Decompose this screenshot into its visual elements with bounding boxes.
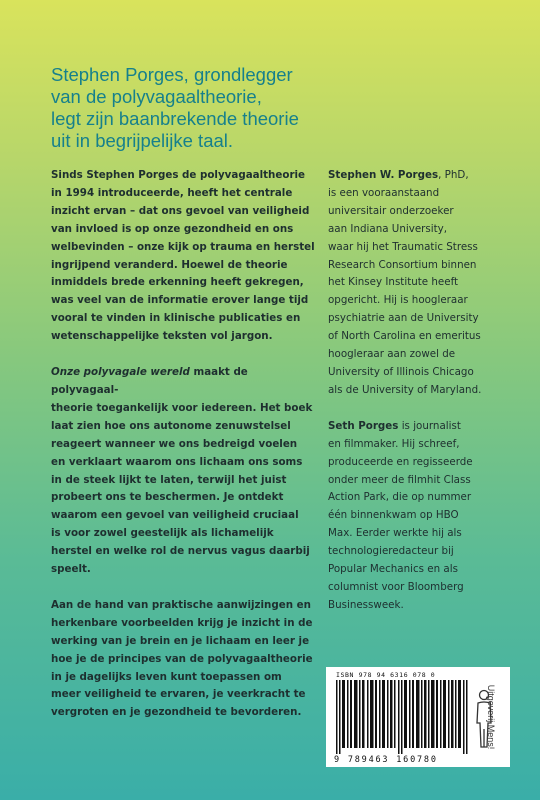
barcode-bars bbox=[336, 680, 470, 754]
blurb-paragraph-2-text: maakt de polyvagaal- theorie toegankelijk voor iedereen. Het boek laat zien hoe ons autonome zenuwstelsel reageert wanneer we ons bedreigd voelen en verklaart waarom ons lichaam ons soms in de steek lijkt te laten, terwijl het juist probeert ons te beschermen. Je ontdekt waarom een gevoel van veiligheid cruciaal is voor zowel geestelijk als lichamelijk herstel en welke rol de nervus vagus daarbij speelt. bbox=[51, 366, 313, 576]
isbn-digits: 9 789463 160780 bbox=[334, 755, 438, 765]
author-bio-seth bbox=[328, 418, 528, 615]
author-bio-seth-text: is journalist en filmmaker. Hij schreef, produceerde en regisseerde onder meer de filmhit Class Action Park, die op nummer één binnenkwam op HBO Max. Eerder werkte hij als technologieredacteur bij Popular Mechanics en als columnist voor Bloomberg Businessweek. bbox=[328, 419, 473, 611]
blurb-paragraph-2 bbox=[51, 364, 315, 579]
publisher-name: Uitgeverij Mens! bbox=[486, 684, 496, 750]
author-name-seth: Seth Porges bbox=[328, 419, 399, 432]
blurb-column bbox=[51, 167, 315, 740]
blurb-paragraph-3: Aan de hand van praktische aanwijzingen en herkenbare voorbeelden krijg je inzicht in de werking van je brein en je lichaam en leer je hoe je de principes van de polyvagaaltheorie in je dagelijks leven kunt toepassen om meer veiligheid te ervaren, je veerkracht te vergroten en je gezondheid te bevorderen. bbox=[51, 598, 313, 719]
isbn-label: ISBN 978 94 6316 078 0 bbox=[336, 671, 436, 679]
back-cover-tagline: Stephen Porges, grondlegger van de polyvagaaltheorie, legt zijn baanbrekende theorie uit in begrijpelijke taal. bbox=[51, 64, 299, 151]
barcode-panel bbox=[326, 667, 510, 767]
author-name-stephen: Stephen W. Porges bbox=[328, 169, 439, 181]
author-bio-stephen-text: is een vooraanstaand universitair onderzoeker aan Indiana University, waar hij het Traumatic Stress Research Consortium binnen het Kinsey Institute heeft opgericht. Hij is hoogleraar psychiatrie aan de University of North Carolina en emeritus hoogleraar aan zowel de University of Illinois Chicago als de University of Maryland. bbox=[328, 186, 482, 396]
blurb-paragraph-1: Sinds Stephen Porges de polyvagaaltheorie in 1994 introduceerde, heeft het centrale inzicht ervan – dat ons gevoel van veiligheid van invloed is op onze gezondheid en ons welbevinden – onze kijk op trauma en herstel ingrijpend veranderd. Hoewel de theorie inmiddels brede erkenning heeft gekregen, was veel van de informatie erover lange tijd vooral te vinden in klinische publicaties en wetenschappelijke teksten vol jargon. bbox=[51, 169, 315, 343]
author-bios-column bbox=[328, 167, 528, 633]
author-bio-stephen bbox=[328, 167, 528, 400]
book-title-italic: Onze polyvagale wereld bbox=[51, 366, 190, 379]
author-suffix-stephen: , PhD, bbox=[438, 169, 469, 181]
